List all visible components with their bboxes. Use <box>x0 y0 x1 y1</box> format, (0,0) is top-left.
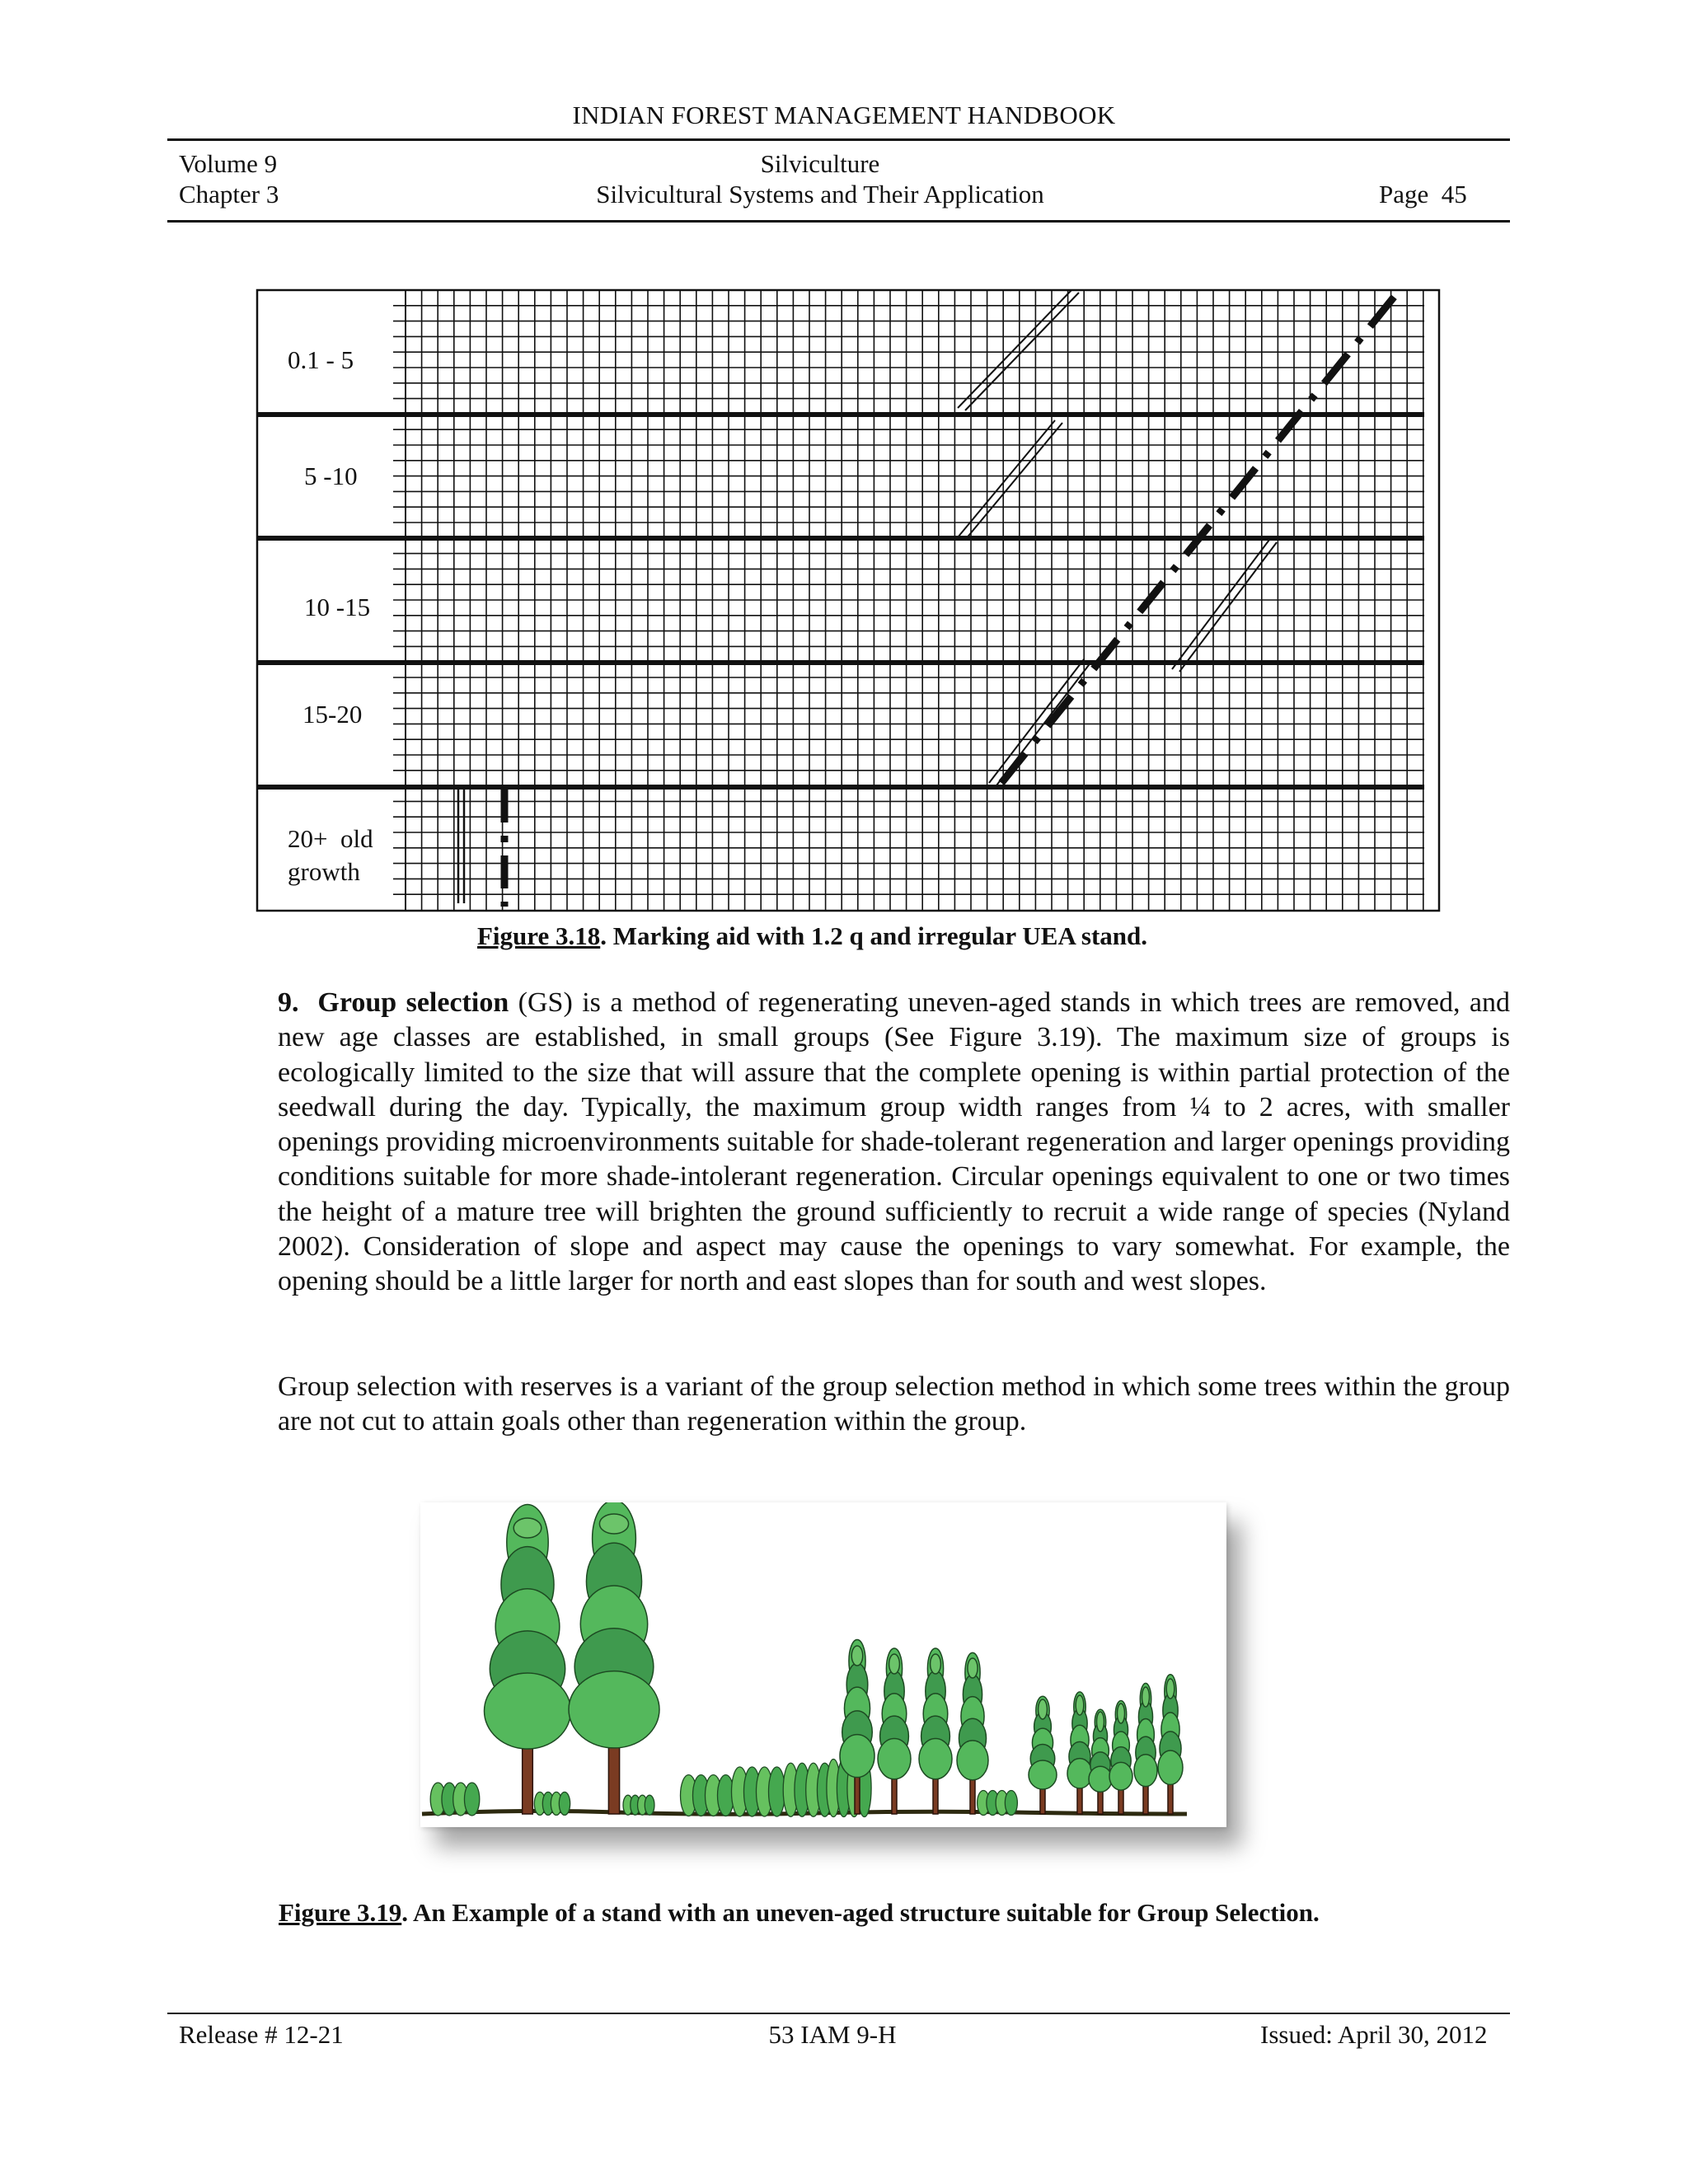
shrub-clump <box>559 1792 570 1815</box>
row-label-5-10: 5 -10 <box>304 462 358 490</box>
regeneration-clump <box>783 1763 832 1816</box>
tree-crown-top <box>1118 1704 1125 1723</box>
row-label-20-plus: 20+ old <box>288 824 373 853</box>
row-label-0-1-5: 0.1 - 5 <box>288 345 354 374</box>
shrub-clump <box>769 1767 785 1816</box>
row-label-10-15: 10 -15 <box>304 593 371 621</box>
chapter-title: Silvicultural Systems and Their Application <box>596 180 1044 209</box>
shrub-clump <box>645 1795 654 1815</box>
row-label-old-growth: growth <box>288 857 360 886</box>
subject-label: Silviculture <box>760 149 880 178</box>
tree-crown-layer <box>878 1738 911 1779</box>
section-9-term: Group selection <box>317 987 509 1018</box>
regeneration-clump <box>732 1767 785 1816</box>
pole-tree <box>919 1648 952 1814</box>
sapling <box>1029 1696 1057 1814</box>
tree-crown-layer <box>485 1673 571 1749</box>
tree-crown-top <box>1076 1695 1084 1715</box>
section-9-body: (GS) is a method of regenerating uneven-aged stands in which trees are removed, and new age classes are established, in small groups (See Figure 3.19). The maximum size of groups is ecologically limited to the size that will assure that the complete opening is within partial protection of the seedwall during the day. Typically, the maximum group width ranges from ¼ to 2 acres, with smaller openings providing microenvironments suitable for shade-tolerant regeneration and larger openings providing conditions suitable for more shade-intolerant regeneration. Circular openings equivalent to one or two times the height of a mature tree will brighten the ground sufficiently to recruit a wide range of species (Nyland 2002). Consideration of slope and aspect may cause the openings to vary somewhat. For example, the opening should be a little larger for north and east slopes than for south and west slopes. <box>278 987 1511 1297</box>
tree-crown-layer <box>569 1671 659 1748</box>
figure-3-18-caption <box>477 921 1147 951</box>
shrub <box>623 1795 654 1815</box>
tree-crown-layer <box>1089 1766 1112 1792</box>
section-9-paragraph-2: Group selection with reserves is a variant of the group selection method in which some trees within the group are not cut to attain goals other than regeneration within the group. <box>278 1371 1510 1437</box>
issue-date: Issued: April 30, 2012 <box>1260 2020 1488 2049</box>
sapling <box>1109 1701 1132 1814</box>
document-code: 53 IAM 9-H <box>768 2020 897 2049</box>
chapter-label: Chapter 3 <box>179 180 279 209</box>
section-9-number: 9. <box>278 987 299 1018</box>
shrub <box>430 1783 480 1816</box>
regeneration-clump <box>681 1775 734 1816</box>
shrub <box>978 1791 1018 1816</box>
mature-tree <box>485 1505 571 1814</box>
volume-label: Volume 9 <box>179 149 278 178</box>
tree-crown-layer <box>840 1735 874 1778</box>
figure-3-19-ref: Figure 3.19 <box>279 1898 402 1927</box>
tree-crown-top <box>968 1658 978 1678</box>
tree-crown-top <box>889 1654 900 1674</box>
sapling <box>1089 1709 1112 1814</box>
tree-crown-top <box>851 1646 862 1666</box>
pole-tree <box>878 1648 911 1814</box>
release-number: Release # 12-21 <box>179 2020 344 2049</box>
tree-crown-layer <box>1109 1762 1132 1790</box>
shrub-clump <box>464 1783 479 1816</box>
tree-crown-top <box>599 1514 628 1534</box>
shrub-clump <box>1005 1791 1017 1816</box>
forest-drawing <box>420 1502 1226 1827</box>
figure-3-18-ref: Figure 3.18 <box>477 921 601 950</box>
figure-3-18-caption-text: . Marking aid with 1.2 q and irregular UEA stand. <box>600 921 1147 950</box>
tree-crown-layer <box>1067 1759 1092 1788</box>
tree-crown-top <box>1097 1712 1104 1732</box>
figure-3-19-caption <box>279 1898 1320 1928</box>
tree-crown-layer <box>957 1741 988 1780</box>
page-number: Page 45 <box>1379 180 1467 209</box>
pole-tree <box>957 1652 988 1814</box>
tree-crown-top <box>931 1654 941 1674</box>
figure-3-19-caption-text: . An Example of a stand with an uneven-aged structure suitable for Group Selection. <box>401 1898 1320 1927</box>
tree-crown-layer <box>1134 1755 1157 1787</box>
tree-crown-layer <box>1029 1760 1057 1789</box>
handbook-title: INDIAN FOREST MANAGEMENT HANDBOOK <box>572 101 1116 129</box>
row-label-15-20: 15-20 <box>302 700 363 729</box>
mature-tree <box>569 1502 659 1814</box>
tree-crown-top <box>513 1518 542 1538</box>
tree-crown-layer <box>919 1738 952 1779</box>
sapling <box>1067 1692 1092 1814</box>
sapling <box>1158 1675 1183 1814</box>
footer-rule <box>167 2013 1510 2014</box>
section-9-paragraph <box>278 986 1510 1300</box>
marking-aid-figure <box>0 0 1688 931</box>
tree-crown-top <box>1166 1679 1175 1699</box>
shrub <box>534 1792 570 1815</box>
tree-crown-top <box>1142 1687 1150 1707</box>
sapling <box>1134 1683 1157 1814</box>
tree-crown-top <box>1039 1699 1048 1719</box>
group-selection-illustration <box>420 1502 1226 1827</box>
tree-crown-layer <box>1158 1750 1183 1784</box>
